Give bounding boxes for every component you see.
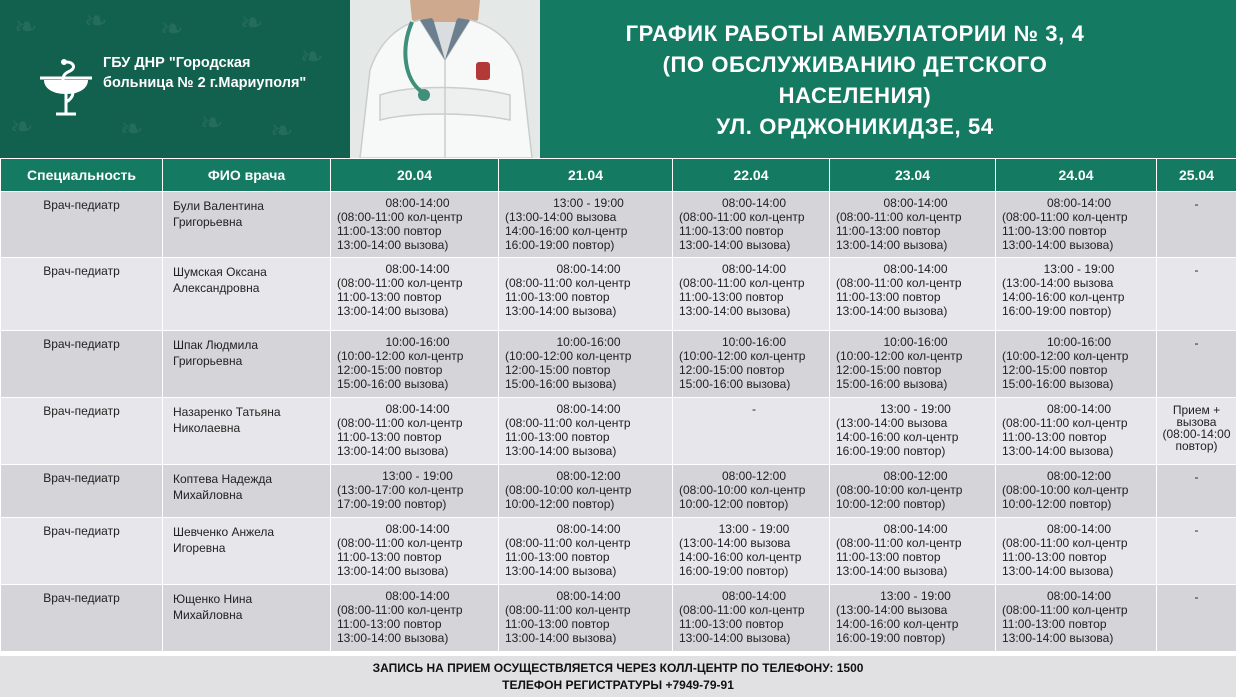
work-hours-breakdown: (08:00-10:00 кол-центр 10:00-12:00 повтор) [505, 483, 632, 511]
title-line: УЛ. ОРДЖОНИКИДЗЕ, 54 [716, 114, 994, 139]
specialty-cell: Врач-педиатр [1, 331, 163, 398]
footer-note [0, 656, 1236, 697]
table-row [1, 192, 1236, 258]
work-hours: 08:00-14:00 [1046, 402, 1112, 416]
work-hours-breakdown: (08:00-11:00 кол-центр 11:00-13:00 повтор 13:00-14:00 вызова) [337, 210, 463, 252]
schedule-cell [331, 465, 499, 518]
work-hours: 10:00-16:00 [385, 335, 450, 349]
work-hours: 08:00-14:00 [1046, 522, 1112, 536]
column-header: 20.04 [331, 159, 499, 192]
schedule-cell-2504: - [1157, 331, 1236, 398]
specialty-cell: Врач-педиатр [1, 398, 163, 465]
schedule-cell [331, 398, 499, 465]
column-header: 21.04 [499, 159, 673, 192]
work-hours-breakdown: (08:00-11:00 кол-центр 11:00-13:00 повтор 13:00-14:00 вызова) [679, 210, 805, 252]
work-hours-breakdown: (10:00-12:00 кол-центр 12:00-15:00 повтор 15:00-16:00 вызова) [505, 349, 632, 391]
schedule-cell [830, 585, 996, 652]
title-line: НАСЕЛЕНИЯ) [778, 83, 932, 108]
schedule-cell [830, 465, 996, 518]
work-hours: 13:00 - 19:00 [1043, 262, 1115, 276]
schedule-cell [673, 465, 830, 518]
pattern-icon: ❧ [300, 40, 324, 73]
work-hours: 08:00-14:00 [1046, 196, 1112, 210]
schedule-cell [830, 192, 996, 258]
work-hours: 08:00-14:00 [721, 589, 787, 603]
doctor-in-white-coat-icon [350, 0, 540, 158]
schedule-cell [673, 585, 830, 652]
work-hours: 13:00 - 19:00 [382, 469, 453, 483]
schedule-cell [996, 518, 1157, 585]
doctor-name-cell: Шевченко Анжела Игоревна [163, 518, 331, 585]
work-hours-breakdown: (13:00-14:00 вызова 14:00-16:00 кол-центр 16:00-19:00 повтор) [1002, 276, 1125, 318]
work-hours: 08:00-14:00 [883, 196, 948, 210]
doctor-name-cell: Шпак Людмила Григорьевна [163, 331, 331, 398]
work-hours-breakdown: (10:00-12:00 кол-центр 12:00-15:00 повтор 15:00-16:00 вызова) [1002, 349, 1129, 391]
schedule-cell [996, 398, 1157, 465]
pattern-icon: ❧ [240, 6, 264, 39]
schedule-cell [331, 331, 499, 398]
work-hours: 08:00-14:00 [385, 589, 450, 603]
schedule-cell [331, 585, 499, 652]
schedule-cell [331, 192, 499, 258]
schedule-cell [499, 518, 673, 585]
title-line: ГРАФИК РАБОТЫ АМБУЛАТОРИИ № 3, 4 [625, 21, 1085, 46]
schedule-cell-2504: - [1157, 258, 1236, 331]
work-hours-breakdown: (08:00-11:00 кол-центр 11:00-13:00 повтор 13:00-14:00 вызова) [505, 276, 631, 318]
column-header: 22.04 [673, 159, 830, 192]
table-row [1, 585, 1236, 652]
pattern-icon: ❧ [160, 12, 184, 45]
schedule-cell-2504: - [1157, 192, 1236, 258]
medical-bowl-snake-icon [38, 58, 94, 118]
work-hours-breakdown: (08:00-11:00 кол-центр 11:00-13:00 повтор 13:00-14:00 вызова) [1002, 603, 1128, 645]
work-hours: 10:00-16:00 [721, 335, 787, 349]
work-hours-breakdown: (08:00-11:00 кол-центр 11:00-13:00 повтор 13:00-14:00 вызова) [505, 603, 631, 645]
title-line: (ПО ОБСЛУЖИВАНИЮ ДЕТСКОГО [662, 52, 1048, 77]
work-hours: 08:00-14:00 [385, 196, 450, 210]
schedule-cell [673, 398, 830, 465]
pattern-icon: ❧ [120, 112, 144, 145]
work-hours: 08:00-14:00 [883, 522, 948, 536]
schedule-cell-2504: Прием + вызова (08:00-14:00 повтор) [1157, 398, 1236, 465]
page-title [560, 18, 1150, 142]
work-hours: 08:00-14:00 [385, 402, 450, 416]
work-hours-breakdown: (08:00-11:00 кол-центр 11:00-13:00 повтор 13:00-14:00 вызова) [1002, 416, 1128, 458]
schedule-cell [673, 192, 830, 258]
work-hours-breakdown: (08:00-11:00 кол-центр 11:00-13:00 повтор 13:00-14:00 вызова) [337, 536, 463, 578]
table-row [1, 518, 1236, 585]
specialty-cell: Врач-педиатр [1, 518, 163, 585]
specialty-cell: Врач-педиатр [1, 258, 163, 331]
work-hours-breakdown: (08:00-10:00 кол-центр 10:00-12:00 повтор) [836, 483, 963, 511]
schedule-cell [830, 398, 996, 465]
work-hours-breakdown: (13:00-14:00 вызова 14:00-16:00 кол-центр 16:00-19:00 повтор) [836, 416, 959, 458]
schedule-cell [673, 258, 830, 331]
column-header: 25.04 [1157, 159, 1236, 192]
table-row [1, 258, 1236, 331]
schedule-cell-2504: - [1157, 465, 1236, 518]
schedule-cell [996, 192, 1157, 258]
work-hours-breakdown: (08:00-11:00 кол-центр 11:00-13:00 повтор 13:00-14:00 вызова) [337, 416, 463, 458]
schedule-cell [331, 518, 499, 585]
work-hours: 08:00-14:00 [556, 589, 621, 603]
doctor-photo [350, 0, 540, 158]
work-hours-breakdown: (13:00-14:00 вызова 14:00-16:00 кол-центр 16:00-19:00 повтор) [836, 603, 959, 645]
schedule-cell [499, 192, 673, 258]
work-hours-breakdown: (08:00-11:00 кол-центр 11:00-13:00 повтор 13:00-14:00 вызова) [836, 276, 962, 318]
work-hours: 08:00-14:00 [556, 402, 621, 416]
schedule-cell-2504: - [1157, 585, 1236, 652]
doctor-name-cell: Були Валентина Григорьевна [163, 192, 331, 258]
registry-phone: ТЕЛЕФОН РЕГИСТРАТУРЫ +7949-79-91 [502, 678, 734, 692]
work-hours: 08:00-14:00 [883, 262, 948, 276]
work-hours-breakdown: (08:00-11:00 кол-центр 11:00-13:00 повтор 13:00-14:00 вызова) [337, 276, 463, 318]
schedule-cell [673, 518, 830, 585]
work-hours-breakdown: (08:00-10:00 кол-центр 10:00-12:00 повтор) [1002, 483, 1129, 511]
schedule-cell [830, 331, 996, 398]
schedule-cell [830, 518, 996, 585]
schedule-cell [996, 331, 1157, 398]
schedule-cell [996, 258, 1157, 331]
column-header: ФИО врача [163, 159, 331, 192]
table-row [1, 398, 1236, 465]
pattern-icon: ❧ [14, 10, 38, 43]
work-hours-breakdown: (13:00-14:00 вызова 14:00-16:00 кол-центр 16:00-19:00 повтор) [505, 210, 628, 252]
work-hours: 08:00-14:00 [385, 262, 450, 276]
table-header-row [1, 159, 1236, 192]
work-hours-breakdown: (08:00-11:00 кол-центр 11:00-13:00 повтор 13:00-14:00 вызова) [337, 603, 463, 645]
table-row [1, 331, 1236, 398]
schedule-cell [499, 331, 673, 398]
work-hours-breakdown: (08:00-11:00 кол-центр 11:00-13:00 повтор 13:00-14:00 вызова) [1002, 210, 1128, 252]
column-header: 24.04 [996, 159, 1157, 192]
schedule-cell [499, 398, 673, 465]
header-banner [0, 0, 1236, 158]
work-hours: 08:00-14:00 [385, 522, 450, 536]
column-header: Специальность [1, 159, 163, 192]
work-hours: 08:00-14:00 [721, 196, 787, 210]
work-hours-breakdown: (08:00-11:00 кол-центр 11:00-13:00 повтор 13:00-14:00 вызова) [679, 603, 805, 645]
work-hours-breakdown: (13:00-14:00 вызова 14:00-16:00 кол-центр 16:00-19:00 повтор) [679, 536, 802, 578]
schedule-cell [830, 258, 996, 331]
pattern-icon: ❧ [270, 114, 294, 147]
doctor-name-cell: Коптева Надежда Михайловна [163, 465, 331, 518]
work-hours: 08:00-14:00 [1046, 589, 1112, 603]
work-hours-breakdown: (10:00-12:00 кол-центр 12:00-15:00 повтор 15:00-16:00 вызова) [679, 349, 806, 391]
work-hours: 13:00 - 19:00 [553, 196, 624, 210]
logo-panel [0, 0, 350, 158]
work-hours: 08:00-12:00 [721, 469, 787, 483]
call-center-note: ЗАПИСЬ НА ПРИЕМ ОСУЩЕСТВЛЯЕТСЯ ЧЕРЕЗ КОЛЛ-ЦЕНТР ПО ТЕЛЕФОНУ: 1500 [372, 661, 864, 675]
work-hours: 08:00-14:00 [556, 522, 621, 536]
work-hours-breakdown: (08:00-11:00 кол-центр 11:00-13:00 повтор 13:00-14:00 вызова) [1002, 536, 1128, 578]
column-header: 23.04 [830, 159, 996, 192]
work-hours-breakdown: (10:00-12:00 кол-центр 12:00-15:00 повтор 15:00-16:00 вызова) [836, 349, 963, 391]
doctor-name-cell: Шумская Оксана Александровна [163, 258, 331, 331]
specialty-cell: Врач-педиатр [1, 585, 163, 652]
work-hours: 13:00 - 19:00 [718, 522, 790, 536]
schedule-cell [499, 585, 673, 652]
pattern-icon: ❧ [84, 4, 108, 37]
doctor-name-cell: Назаренко Татьяна Николаевна [163, 398, 331, 465]
work-hours: 13:00 - 19:00 [880, 402, 951, 416]
table-body [1, 192, 1236, 652]
work-hours-breakdown: (08:00-11:00 кол-центр 11:00-13:00 повтор 13:00-14:00 вызова) [505, 536, 631, 578]
work-hours: 10:00-16:00 [1046, 335, 1112, 349]
work-hours-breakdown: (10:00-12:00 кол-центр 12:00-15:00 повтор 15:00-16:00 вызова) [337, 349, 464, 391]
work-hours: 13:00 - 19:00 [880, 589, 951, 603]
specialty-cell: Врач-педиатр [1, 192, 163, 258]
schedule-cell [499, 465, 673, 518]
work-hours-breakdown: (13:00-17:00 кол-центр 17:00-19:00 повтор) [337, 483, 464, 511]
schedule-cell [996, 465, 1157, 518]
work-hours: 08:00-14:00 [556, 262, 621, 276]
work-hours: 10:00-16:00 [883, 335, 948, 349]
schedule-cell [673, 331, 830, 398]
work-hours-breakdown: (08:00-11:00 кол-центр 11:00-13:00 повтор 13:00-14:00 вызова) [679, 276, 805, 318]
work-hours-breakdown: (08:00-11:00 кол-центр 11:00-13:00 повтор 13:00-14:00 вызова) [836, 536, 962, 578]
work-hours: 08:00-12:00 [556, 469, 621, 483]
organization-name: ГБУ ДНР "Городская больница № 2 г.Мариуполя" [103, 55, 307, 91]
pattern-icon: ❧ [200, 106, 224, 139]
schedule-cell [499, 258, 673, 331]
work-hours: 08:00-14:00 [721, 262, 787, 276]
specialty-cell: Врач-педиатр [1, 465, 163, 518]
work-hours-breakdown: (08:00-11:00 кол-центр 11:00-13:00 повтор 13:00-14:00 вызова) [505, 416, 631, 458]
work-hours: - [752, 402, 756, 416]
work-hours: 08:00-12:00 [1046, 469, 1112, 483]
work-hours-breakdown: (08:00-10:00 кол-центр 10:00-12:00 повтор) [679, 483, 806, 511]
work-hours: 10:00-16:00 [556, 335, 621, 349]
table-row [1, 465, 1236, 518]
work-hours: 08:00-12:00 [883, 469, 948, 483]
schedule-table [0, 158, 1236, 652]
work-hours-breakdown: (08:00-11:00 кол-центр 11:00-13:00 повтор 13:00-14:00 вызова) [836, 210, 962, 252]
schedule-cell [331, 258, 499, 331]
schedule-cell-2504: - [1157, 518, 1236, 585]
schedule-cell [996, 585, 1157, 652]
doctor-name-cell: Ющенко Нина Михайловна [163, 585, 331, 652]
pattern-icon: ❧ [10, 110, 34, 143]
